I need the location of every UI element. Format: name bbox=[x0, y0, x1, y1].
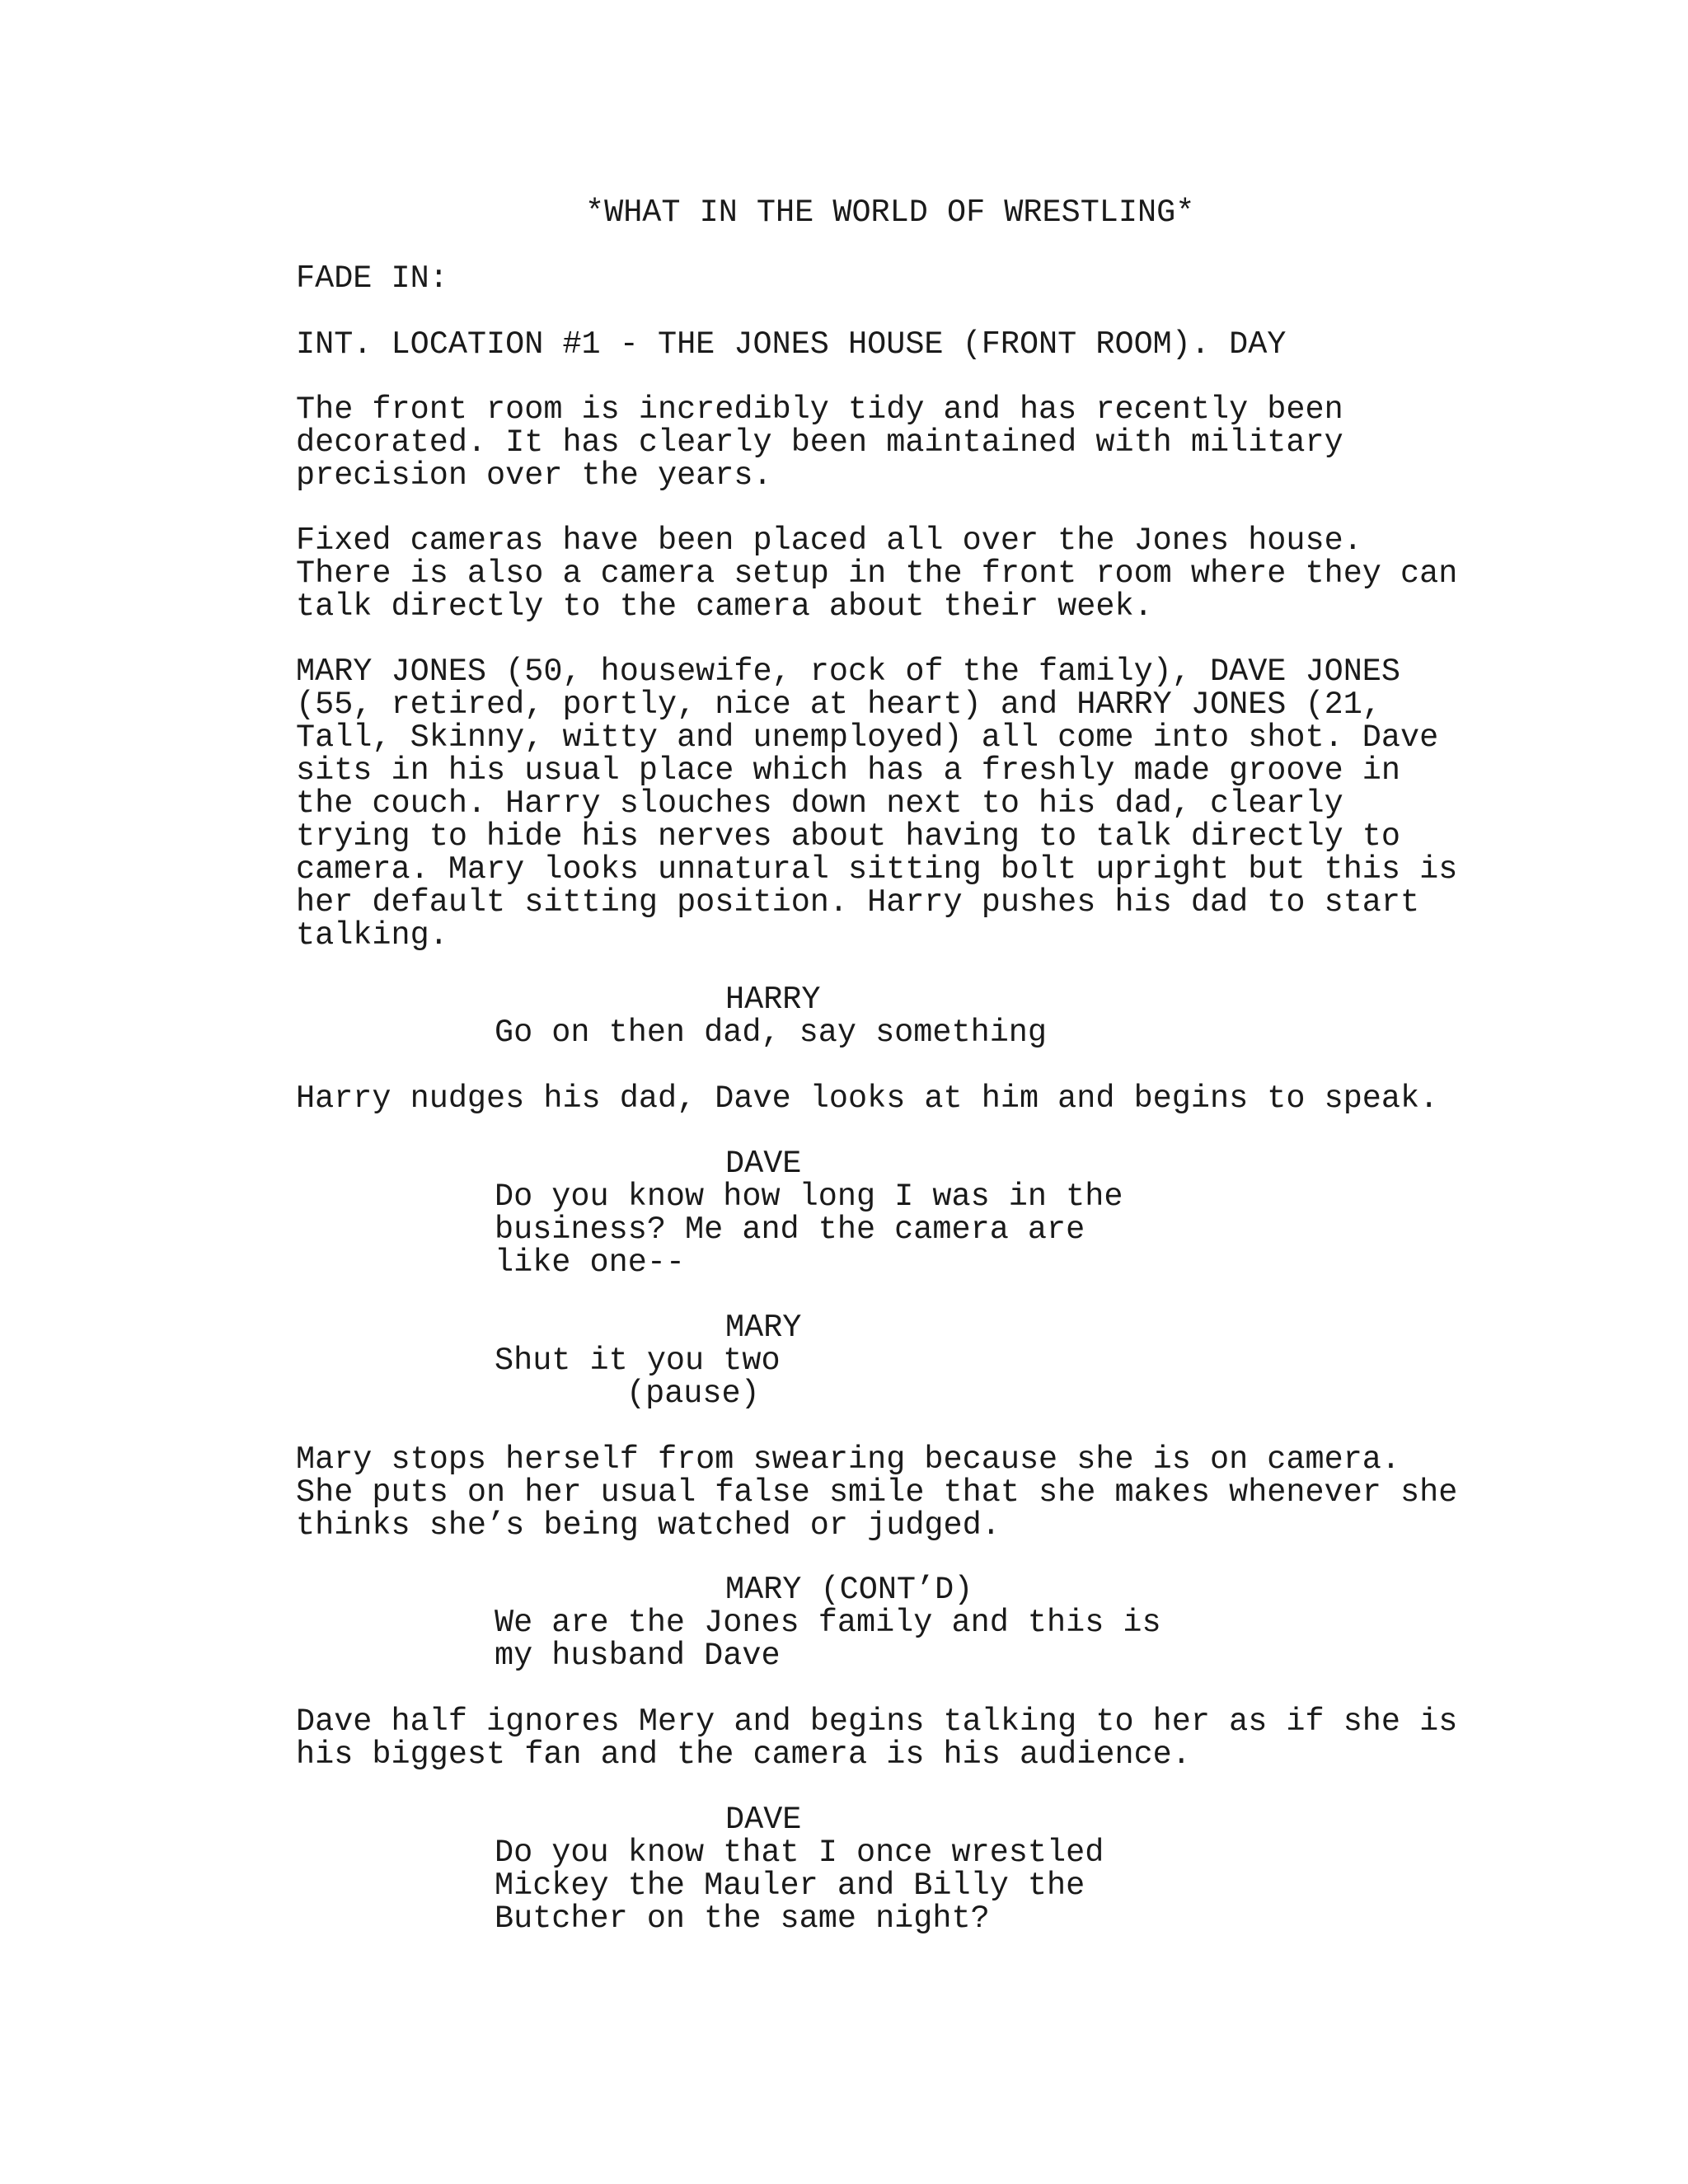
script-title: *WHAT IN THE WORLD OF WRESTLING* bbox=[585, 194, 1195, 231]
character-name-dave: DAVE bbox=[725, 1146, 802, 1182]
transition: FADE IN: bbox=[296, 260, 448, 297]
action-paragraph-4: Harry nudges his dad, Dave looks at him and begins to speak. bbox=[296, 1080, 1439, 1117]
dialogue-dave-2: Do you know that I once wrestled Mickey the Mauler and Billy the Butcher on the same night? bbox=[495, 1835, 1104, 1937]
dialogue-mary-2: We are the Jones family and this is my husband Dave bbox=[495, 1605, 1161, 1674]
character-name-mary: MARY bbox=[725, 1310, 802, 1346]
scene-heading: INT. LOCATION #1 - THE JONES HOUSE (FRONT ROOM). DAY bbox=[296, 326, 1287, 363]
action-paragraph-3: MARY JONES (50, housewife, rock of the family), DAVE JONES (55, retired, portly, nice at heart) and HARRY JONES (21, Tall, Skinny, witty and unemployed) all come into shot. Dave sits in his usual place which has a freshly made groove in the couch. Harry slouches down next to his dad, clearly trying to hide his nerves about having to talk directly to camera. Mary looks unnatural sitting bolt upright but this is her default sitting position. Harry pushes his dad to start talking. bbox=[296, 654, 1458, 954]
action-paragraph-5: Mary stops herself from swearing because she is on camera. She puts on her usual false smile that she makes whenever she thinks she’s being watched or judged. bbox=[296, 1441, 1458, 1544]
character-name-mary-contd: MARY (CONT’D) bbox=[725, 1572, 973, 1608]
action-paragraph-2: Fixed cameras have been placed all over the Jones house. There is also a camera setup in the front room where they can talk directly to the camera about their week. bbox=[296, 523, 1458, 625]
dialogue-harry: Go on then dad, say something bbox=[495, 1015, 1048, 1051]
action-paragraph-1: The front room is incredibly tidy and has recently been decorated. It has clearly been maintained with military precision over the years. bbox=[296, 391, 1343, 494]
parenthetical-pause: (pause) bbox=[626, 1376, 760, 1412]
dialogue-dave-1: Do you know how long I was in the business? Me and the camera are like one-- bbox=[495, 1179, 1123, 1281]
character-name-dave-2: DAVE bbox=[725, 1802, 802, 1838]
character-name-harry: HARRY bbox=[725, 982, 821, 1018]
action-paragraph-6: Dave half ignores Mery and begins talking to her as if she is his biggest fan and the camera is his audience. bbox=[296, 1704, 1458, 1773]
dialogue-mary-1: Shut it you two bbox=[495, 1343, 781, 1379]
